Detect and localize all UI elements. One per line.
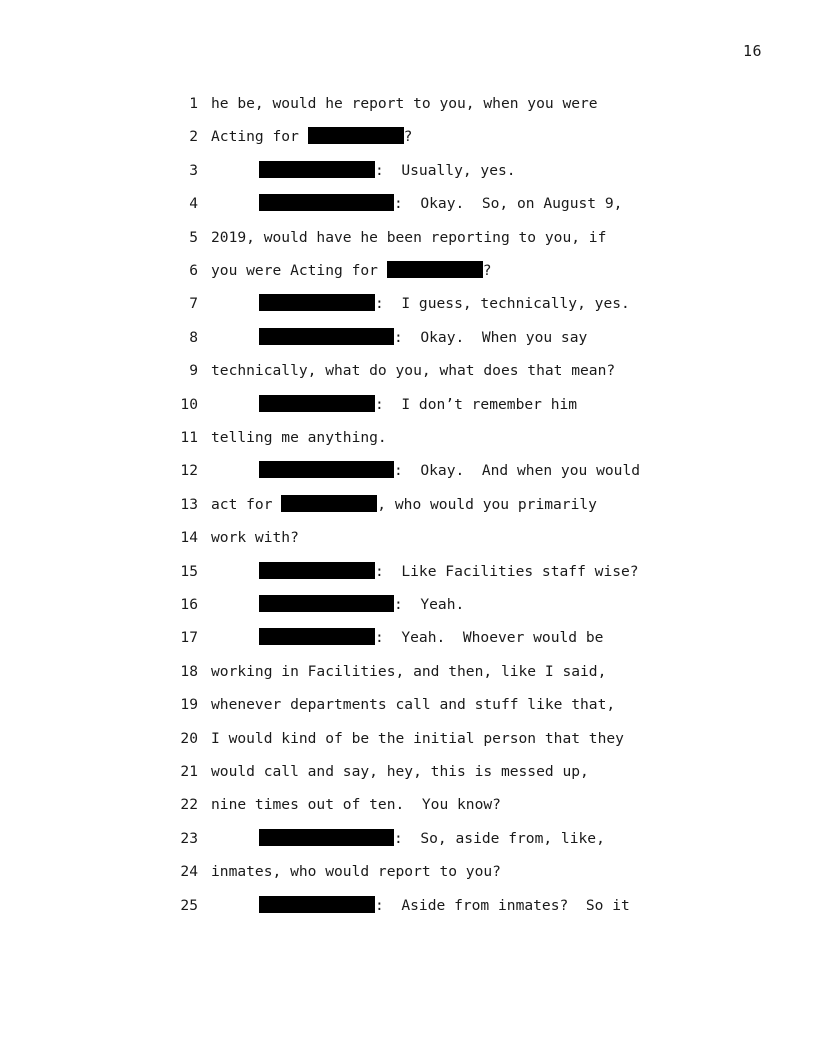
line-text xyxy=(211,527,299,549)
line-number: 15 xyxy=(180,562,198,580)
text-segment: : Okay. And when you would xyxy=(394,462,641,480)
text-segment: : Yeah. Whoever would be xyxy=(375,629,604,647)
text-segment: he be, would he report to you, when you were xyxy=(211,95,598,112)
text-segment: working in Facilities, and then, like I said, xyxy=(211,662,607,680)
redaction-box xyxy=(259,161,375,178)
speaker-line-text xyxy=(259,293,630,315)
text-segment: : Yeah. xyxy=(394,596,465,613)
text-segment: work with? xyxy=(211,529,299,547)
line-text xyxy=(211,227,606,249)
transcript-line xyxy=(0,327,816,349)
transcript-line xyxy=(0,93,816,115)
transcript-line xyxy=(0,828,816,850)
speaker-line-text xyxy=(259,193,622,215)
line-number: 7 xyxy=(189,295,198,313)
speaker-line-text xyxy=(259,895,630,917)
transcript-line xyxy=(0,561,816,583)
line-number: 17 xyxy=(180,629,198,647)
line-number: 4 xyxy=(189,195,198,213)
text-segment: you were Acting for xyxy=(211,262,387,279)
transcript-line xyxy=(0,427,816,449)
speaker-line-text xyxy=(259,594,464,616)
transcript-line xyxy=(0,460,816,482)
transcript-line xyxy=(0,627,816,649)
line-text xyxy=(211,694,615,716)
transcript-line xyxy=(0,694,816,716)
line-text xyxy=(211,661,606,683)
line-text xyxy=(211,761,589,783)
line-number: 10 xyxy=(180,395,198,413)
text-segment: : Usually, yes. xyxy=(375,161,516,179)
transcript-line xyxy=(0,761,816,783)
line-number: 24 xyxy=(180,863,198,881)
line-number: 19 xyxy=(180,696,198,714)
transcript-line xyxy=(0,394,816,416)
transcript-line xyxy=(0,895,816,917)
redaction-box xyxy=(259,628,375,645)
text-segment: Acting for xyxy=(211,128,308,146)
redaction-box xyxy=(259,461,394,478)
transcript-line xyxy=(0,227,816,249)
line-number: 16 xyxy=(180,596,198,613)
line-text xyxy=(211,861,501,883)
transcript-line xyxy=(0,728,816,750)
text-segment: 2019, would have he been reporting to you, if xyxy=(211,228,607,246)
transcript-line xyxy=(0,861,816,883)
redaction-box xyxy=(259,595,394,612)
line-number: 11 xyxy=(180,429,198,446)
line-text xyxy=(211,360,615,382)
text-segment: : Aside from inmates? So it xyxy=(375,896,630,914)
text-segment: : Okay. So, on August 9, xyxy=(394,195,623,213)
text-segment: whenever departments call and stuff like that, xyxy=(211,696,616,714)
speaker-line-text xyxy=(259,327,587,349)
line-number: 1 xyxy=(189,95,198,112)
text-segment: nine times out of ten. You know? xyxy=(211,796,501,814)
redaction-box xyxy=(259,328,394,345)
text-segment: ? xyxy=(482,262,492,279)
line-number: 14 xyxy=(180,529,198,547)
line-number: 21 xyxy=(180,763,198,780)
line-number: 2 xyxy=(189,128,198,146)
line-number: 18 xyxy=(180,662,198,680)
redaction-box xyxy=(259,194,394,211)
speaker-line-text xyxy=(259,561,639,583)
text-segment: , who would you primarily xyxy=(377,495,597,513)
text-segment: ? xyxy=(403,128,413,146)
line-number: 12 xyxy=(180,462,198,480)
line-text xyxy=(211,126,412,148)
line-text xyxy=(211,728,624,750)
redaction-box xyxy=(259,294,375,311)
line-text xyxy=(211,260,492,282)
line-text xyxy=(211,427,387,449)
transcript-line xyxy=(0,126,816,148)
line-number: 22 xyxy=(180,796,198,814)
redaction-box xyxy=(259,562,375,579)
line-number: 9 xyxy=(189,362,198,380)
transcript-line xyxy=(0,360,816,382)
transcript-line xyxy=(0,594,816,616)
redaction-box xyxy=(259,829,394,846)
redaction-box xyxy=(387,261,483,278)
line-number: 6 xyxy=(189,262,198,279)
line-number: 25 xyxy=(180,896,198,914)
text-segment: : So, aside from, like, xyxy=(394,829,605,847)
transcript-line xyxy=(0,193,816,215)
transcript-line xyxy=(0,260,816,282)
line-number: 23 xyxy=(180,829,198,847)
transcript-line xyxy=(0,293,816,315)
line-number: 20 xyxy=(180,729,198,747)
redaction-box xyxy=(259,395,375,412)
text-segment: : Like Facilities staff wise? xyxy=(375,562,639,580)
redaction-box xyxy=(281,495,377,512)
line-text xyxy=(211,494,597,516)
text-segment: I would kind of be the initial person that they xyxy=(211,729,624,747)
text-segment: technically, what do you, what does that mean? xyxy=(211,362,616,380)
transcript-line xyxy=(0,160,816,182)
text-segment: would call and say, hey, this is messed up, xyxy=(211,763,589,780)
speaker-line-text xyxy=(259,394,577,416)
speaker-line-text xyxy=(259,160,516,182)
text-segment: act for xyxy=(211,495,282,513)
line-number: 5 xyxy=(189,228,198,246)
text-segment: : I don’t remember him xyxy=(375,395,578,413)
text-segment: : I guess, technically, yes. xyxy=(375,295,630,313)
speaker-line-text xyxy=(259,460,640,482)
speaker-line-text xyxy=(259,627,603,649)
line-number: 8 xyxy=(189,328,198,346)
text-segment: telling me anything. xyxy=(211,429,387,446)
text-segment: : Okay. When you say xyxy=(394,328,588,346)
redaction-box xyxy=(308,127,404,144)
transcript-line xyxy=(0,661,816,683)
transcript-line xyxy=(0,527,816,549)
transcript-line xyxy=(0,494,816,516)
line-number: 3 xyxy=(189,161,198,179)
line-text xyxy=(211,93,598,115)
speaker-line-text xyxy=(259,828,605,850)
line-number: 13 xyxy=(180,495,198,513)
transcript-line xyxy=(0,794,816,816)
redaction-box xyxy=(259,896,375,913)
text-segment: inmates, who would report to you? xyxy=(211,863,501,881)
line-text xyxy=(211,794,501,816)
page-number: 16 xyxy=(742,42,762,60)
